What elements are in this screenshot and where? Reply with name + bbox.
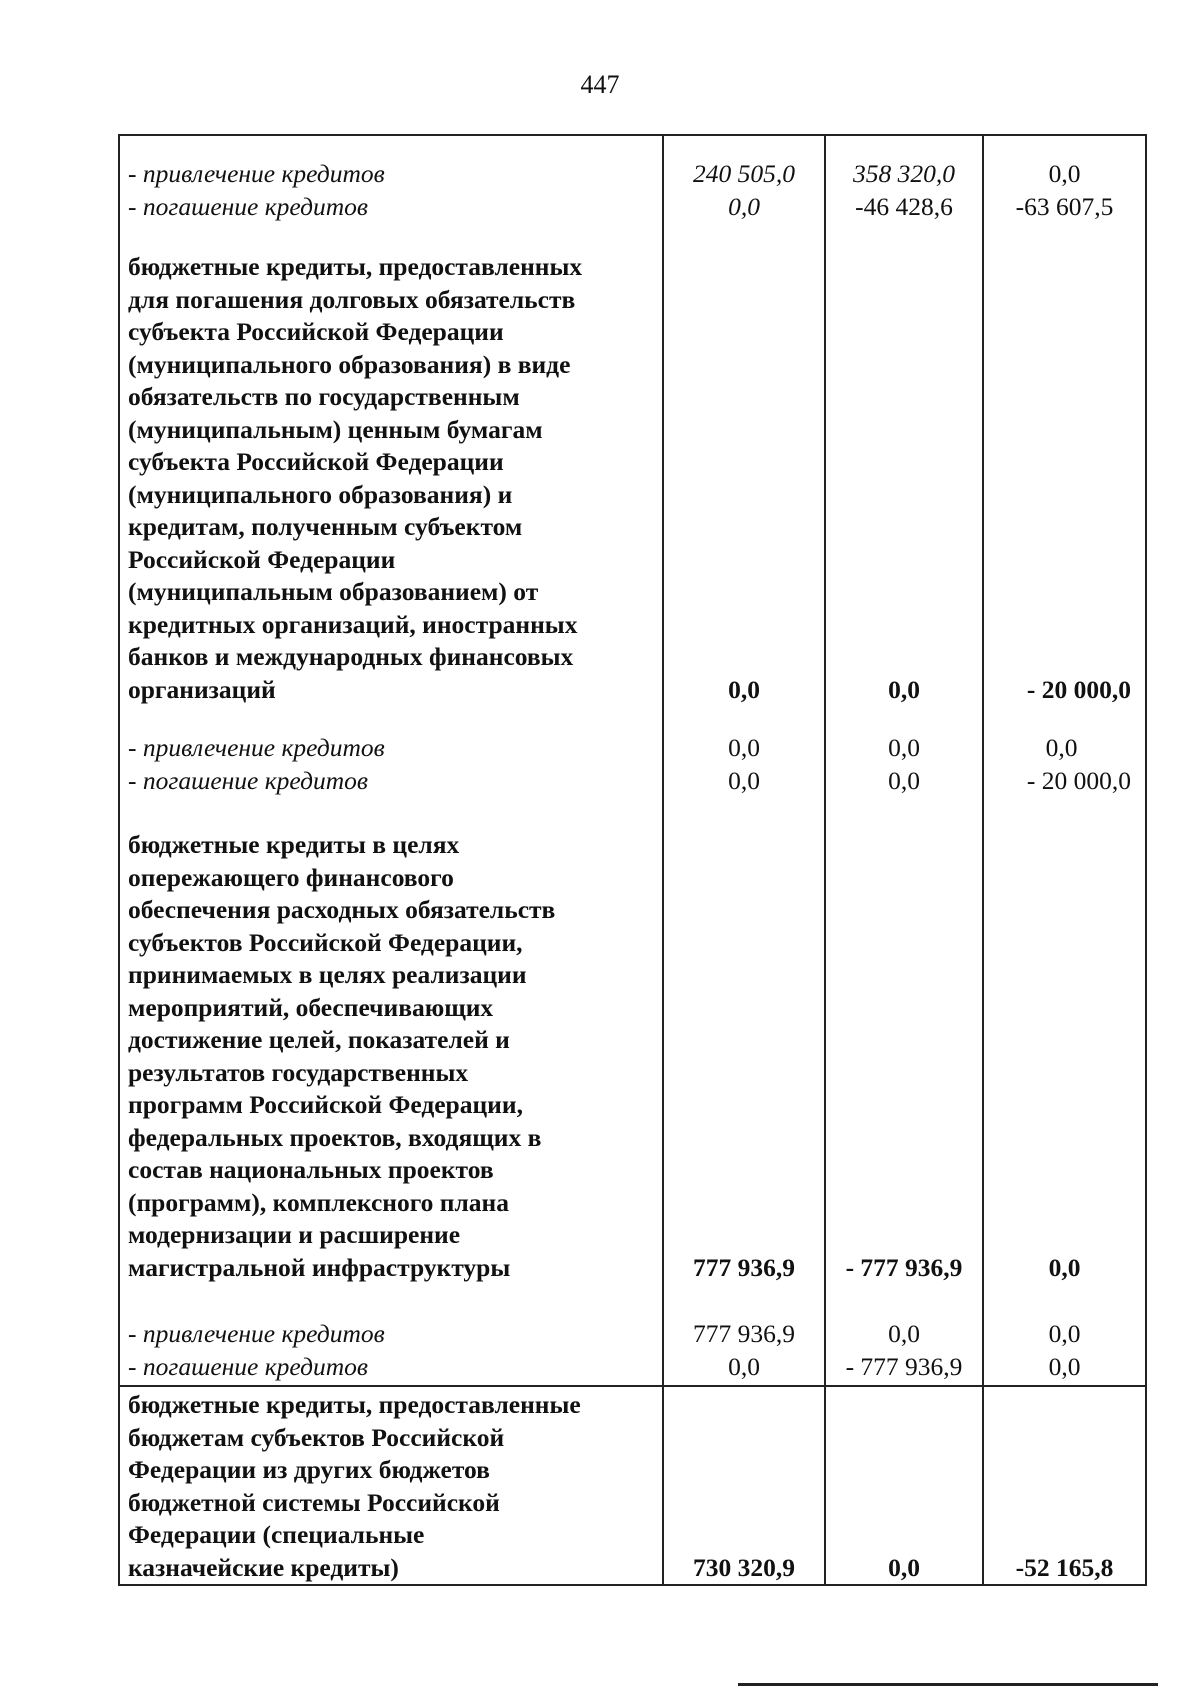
sub-label: - привлечение кредитов	[128, 1319, 385, 1348]
table-row	[119, 135, 1146, 223]
sub-value: -63 607,5	[1015, 191, 1114, 221]
row-value: 0,0	[888, 1552, 920, 1582]
sub-value: - 20 000,0	[1026, 765, 1131, 795]
budget-credits-table	[118, 134, 1147, 1586]
row-title-line: обеспечения расходных обязательств	[128, 895, 556, 924]
row-title-line: опережающего финансового	[128, 862, 454, 892]
value-cell	[825, 135, 983, 223]
row-title-line: субъектов Российской Федерации,	[128, 927, 523, 957]
row-title-line: субъекта Российской Федерации	[128, 447, 504, 476]
sub-label: - погашение кредитов	[128, 1351, 368, 1381]
row-title-line: (муниципальным) ценным бумагам	[128, 414, 543, 444]
sub-value: 0,0	[728, 191, 760, 221]
sub-value: 0,0	[728, 1351, 760, 1381]
sub-value: 0,0	[888, 1319, 920, 1348]
value-cell	[663, 797, 825, 1386]
row-title-line: федеральных проектов, входящих в	[128, 1122, 542, 1152]
row-title-line: состав национальных проектов	[128, 1155, 494, 1184]
row-title-line: для погашения долговых обязательств	[128, 284, 576, 314]
value-cell	[825, 797, 983, 1386]
sub-value: 0,0	[888, 765, 920, 795]
sub-value: -46 428,6	[855, 191, 953, 221]
row-title-line: бюджетные кредиты, предоставленные	[128, 1390, 581, 1419]
sub-value: 240 505,0	[693, 159, 795, 188]
value-cell	[983, 1386, 1146, 1585]
value-cell	[663, 1386, 825, 1585]
table-row	[119, 223, 1146, 797]
row-title-line: Федерации (специальные	[128, 1520, 425, 1549]
row-title-line: бюджетной системы Российской	[128, 1487, 500, 1517]
row-value: -52 165,8	[1015, 1552, 1114, 1582]
value-cell	[825, 1386, 983, 1585]
row-title-line: бюджетные кредиты, предоставленных	[128, 252, 583, 281]
row-title-cell	[119, 223, 663, 797]
row-value: 777 936,9	[693, 1252, 795, 1282]
row-title-line: бюджетные кредиты в целях	[128, 830, 460, 859]
value-cell	[663, 135, 825, 223]
row-title-line: (программ), комплексного плана	[128, 1187, 509, 1217]
row-title-line: результатов государственных	[128, 1057, 469, 1087]
sub-value: 777 936,9	[693, 1319, 795, 1348]
value-cell	[983, 797, 1146, 1386]
row-title-cell	[119, 797, 663, 1386]
row-title-line: бюджетам субъектов Российской	[128, 1422, 505, 1452]
table-row	[119, 797, 1146, 1386]
sub-value: 0,0	[888, 733, 920, 762]
sub-value: 0,0	[1048, 1351, 1081, 1381]
page-number: 447	[580, 70, 620, 99]
sub-value: 0,0	[728, 765, 760, 795]
row-title-line: достижение целей, показателей и	[128, 1025, 510, 1054]
value-cell	[663, 223, 825, 797]
sub-value: 0,0	[1048, 159, 1081, 188]
row-title-line: кредитам, полученным субъектом	[128, 512, 523, 541]
sub-value: - 777 936,9	[845, 1351, 963, 1381]
row-value: 0,0	[1048, 1252, 1081, 1282]
row-title-line: магистральной инфраструктуры	[128, 1252, 511, 1282]
sub-value: 358 320,0	[853, 159, 955, 188]
value-cell	[825, 223, 983, 797]
row-title-line: организаций	[128, 674, 276, 704]
row-value: 0,0	[728, 674, 760, 704]
table-row	[119, 1386, 1146, 1585]
sub-label: - погашение кредитов	[128, 191, 368, 221]
row-value: - 20 000,0	[1026, 674, 1131, 704]
sub-value: 0,0	[1045, 733, 1078, 762]
row-title-line: (муниципальным образованием) от	[128, 577, 539, 606]
row-title-line: Федерации из других бюджетов	[128, 1455, 490, 1484]
row-value: 730 320,9	[693, 1552, 795, 1582]
row-title-line: (муниципального образования) и	[128, 479, 513, 509]
row-label-cell	[119, 135, 663, 223]
row-title-line: кредитных организаций, иностранных	[128, 609, 578, 639]
row-title-line: субъекта Российской Федерации	[128, 317, 504, 346]
row-title-line: обязательств по государственным	[128, 382, 520, 411]
row-title-line: (муниципального образования) в виде	[128, 349, 571, 379]
row-title-line: принимаемых в целях реализации	[128, 960, 527, 989]
row-value: - 777 936,9	[845, 1252, 963, 1282]
row-title-line: Российской Федерации	[128, 544, 396, 574]
row-title-line: программ Российской Федерации,	[128, 1090, 523, 1119]
value-cell	[983, 135, 1146, 223]
row-title-line: банков и международных финансовых	[128, 642, 574, 671]
sub-value: 0,0	[1048, 1319, 1081, 1348]
bottom-rule	[738, 1683, 1158, 1686]
row-title-line: модернизации и расширение	[128, 1220, 461, 1249]
row-value: 0,0	[888, 674, 920, 704]
sub-label: - привлечение кредитов	[128, 159, 385, 188]
sub-value: 0,0	[728, 733, 760, 762]
sub-label: - привлечение кредитов	[128, 733, 385, 762]
value-cell	[983, 223, 1146, 797]
row-title-line: казначейские кредиты)	[128, 1552, 399, 1582]
row-title-line: мероприятий, обеспечивающих	[128, 992, 494, 1022]
row-title-cell	[119, 1386, 663, 1585]
sub-label: - погашение кредитов	[128, 765, 368, 795]
